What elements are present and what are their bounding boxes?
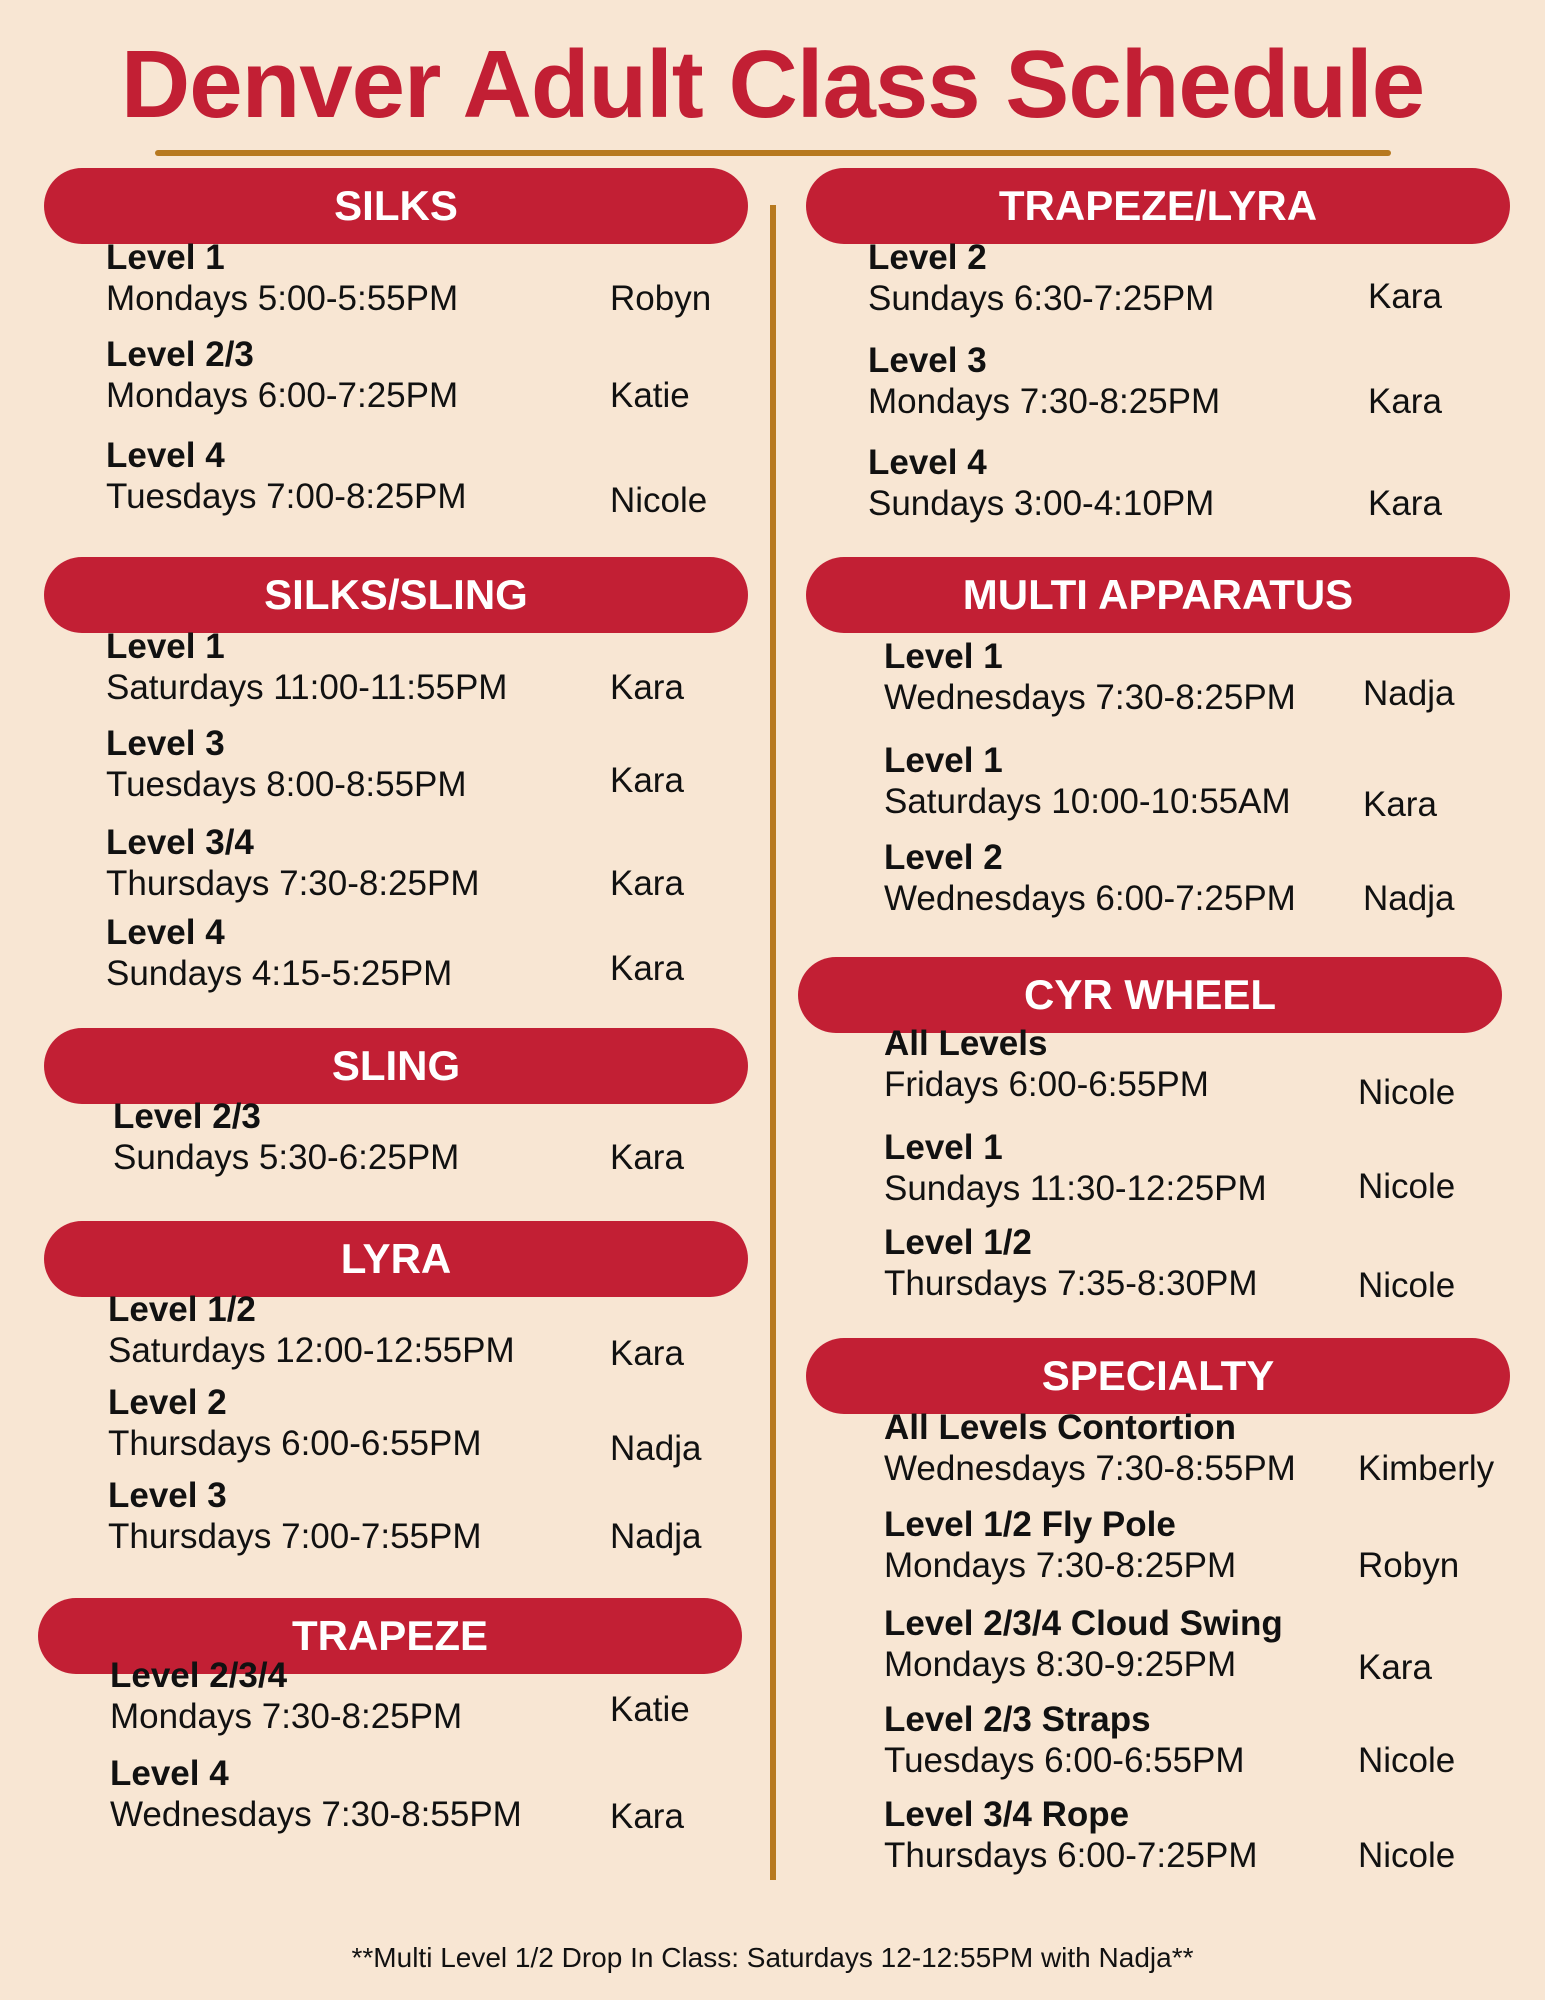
class-level: Level 3 xyxy=(108,1476,227,1515)
class-instructor: Nicole xyxy=(1358,1741,1456,1780)
title-underline xyxy=(155,150,1391,156)
class-time: Wednesdays 7:30-8:55PM xyxy=(110,1795,522,1834)
class-level: Level 1 xyxy=(884,637,1003,676)
class-level: Level 4 xyxy=(868,443,987,482)
class-level: Level 4 xyxy=(106,913,225,952)
class-level: Level 2 xyxy=(108,1383,227,1422)
class-time: Wednesdays 7:30-8:55PM xyxy=(884,1449,1296,1488)
class-instructor: Nadja xyxy=(1363,674,1455,713)
class-instructor: Nadja xyxy=(610,1517,702,1556)
class-instructor: Nicole xyxy=(1358,1836,1456,1875)
class-level: Level 2/3/4 Cloud Swing xyxy=(884,1604,1283,1643)
class-time: Mondays 7:30-8:25PM xyxy=(884,1546,1237,1585)
class-level: Level 1 xyxy=(106,238,225,277)
class-level: Level 3/4 Rope xyxy=(884,1795,1130,1834)
class-instructor: Kara xyxy=(1358,1648,1432,1687)
class-level: Level 2/3 xyxy=(106,335,254,374)
class-instructor: Nicole xyxy=(1358,1073,1456,1112)
class-time: Wednesdays 6:00-7:25PM xyxy=(884,879,1296,918)
class-time: Sundays 5:30-6:25PM xyxy=(113,1138,460,1177)
class-instructor: Kara xyxy=(1368,484,1442,523)
class-instructor: Nicole xyxy=(610,481,708,520)
section-header-trapeze-lyra: TRAPEZE/LYRA xyxy=(806,168,1510,244)
class-level: Level 1/2 xyxy=(108,1290,256,1329)
class-level: Level 1 xyxy=(106,627,225,666)
class-time: Thursdays 7:35-8:30PM xyxy=(884,1264,1258,1303)
class-time: Mondays 5:00-5:55PM xyxy=(106,279,459,318)
class-level: Level 2/3 xyxy=(113,1097,261,1136)
class-level: All Levels Contortion xyxy=(884,1408,1236,1447)
class-level: Level 1/2 xyxy=(884,1223,1032,1262)
class-instructor: Kara xyxy=(1363,785,1437,824)
class-time: Saturdays 10:00-10:55AM xyxy=(884,782,1291,821)
footer-note: **Multi Level 1/2 Drop In Class: Saturdays 12-12:55PM with Nadja** xyxy=(351,1942,1194,1973)
class-level: Level 4 xyxy=(106,436,225,475)
class-instructor: Nadja xyxy=(610,1429,702,1468)
class-instructor: Katie xyxy=(610,1690,690,1729)
class-instructor: Kara xyxy=(610,1334,684,1373)
class-level: Level 2 xyxy=(884,838,1003,877)
class-time: Sundays 3:00-4:10PM xyxy=(868,484,1215,523)
class-time: Wednesdays 7:30-8:25PM xyxy=(884,678,1296,717)
class-level: Level 1 xyxy=(884,741,1003,780)
class-time: Tuesdays 8:00-8:55PM xyxy=(106,765,467,804)
section-header-specialty: SPECIALTY xyxy=(806,1338,1510,1414)
page-title: Denver Adult Class Schedule xyxy=(120,31,1425,138)
class-time: Sundays 4:15-5:25PM xyxy=(106,954,453,993)
class-instructor: Kimberly xyxy=(1358,1449,1495,1488)
class-level: All Levels xyxy=(884,1024,1048,1063)
class-instructor: Kara xyxy=(610,1797,684,1836)
class-time: Sundays 11:30-12:25PM xyxy=(884,1169,1267,1208)
class-instructor: Nicole xyxy=(1358,1266,1456,1305)
class-time: Mondays 7:30-8:25PM xyxy=(868,382,1221,421)
section-header-sling: SLING xyxy=(44,1028,748,1104)
class-time: Saturdays 12:00-12:55PM xyxy=(108,1331,515,1370)
class-instructor: Kara xyxy=(610,864,684,903)
class-time: Tuesdays 7:00-8:25PM xyxy=(106,477,467,516)
class-level: Level 2 xyxy=(868,238,987,277)
class-time: Tuesdays 6:00-6:55PM xyxy=(884,1741,1245,1780)
class-level: Level 2/3/4 xyxy=(110,1656,288,1695)
class-instructor: Kara xyxy=(610,949,684,988)
class-instructor: Robyn xyxy=(1358,1546,1460,1585)
class-instructor: Kara xyxy=(1368,382,1442,421)
class-time: Thursdays 6:00-6:55PM xyxy=(108,1424,482,1463)
class-instructor: Kara xyxy=(610,761,684,800)
class-level: Level 3/4 xyxy=(106,823,254,862)
class-level: Level 1/2 Fly Pole xyxy=(884,1505,1176,1544)
class-time: Mondays 6:00-7:25PM xyxy=(106,376,459,415)
class-instructor: Kara xyxy=(1368,277,1442,316)
class-instructor: Nadja xyxy=(1363,879,1455,918)
class-instructor: Nicole xyxy=(1358,1167,1456,1206)
class-instructor: Robyn xyxy=(610,279,712,318)
class-level: Level 1 xyxy=(884,1128,1003,1167)
class-time: Mondays 7:30-8:25PM xyxy=(110,1697,463,1736)
class-time: Thursdays 6:00-7:25PM xyxy=(884,1836,1258,1875)
section-header-cyr-wheel: CYR WHEEL xyxy=(798,957,1502,1033)
class-level: Level 2/3 Straps xyxy=(884,1700,1151,1739)
class-instructor: Kara xyxy=(610,668,684,707)
section-header-lyra: LYRA xyxy=(44,1221,748,1297)
section-header-silks: SILKS xyxy=(44,168,748,244)
class-level: Level 3 xyxy=(106,724,225,763)
class-time: Thursdays 7:30-8:25PM xyxy=(106,864,480,903)
class-instructor: Kara xyxy=(610,1138,684,1177)
class-instructor: Katie xyxy=(610,376,690,415)
class-level: Level 3 xyxy=(868,341,987,380)
section-header-silks-sling: SILKS/SLING xyxy=(44,557,748,633)
column-divider xyxy=(770,205,776,1880)
section-header-multi-apparatus: MULTI APPARATUS xyxy=(806,557,1510,633)
class-time: Thursdays 7:00-7:55PM xyxy=(108,1517,482,1556)
class-time: Sundays 6:30-7:25PM xyxy=(868,279,1215,318)
class-time: Saturdays 11:00-11:55PM xyxy=(106,668,508,707)
class-time: Mondays 8:30-9:25PM xyxy=(884,1645,1237,1684)
section-header-trapeze: TRAPEZE xyxy=(38,1598,742,1674)
class-time: Fridays 6:00-6:55PM xyxy=(884,1065,1209,1104)
class-level: Level 4 xyxy=(110,1754,229,1793)
